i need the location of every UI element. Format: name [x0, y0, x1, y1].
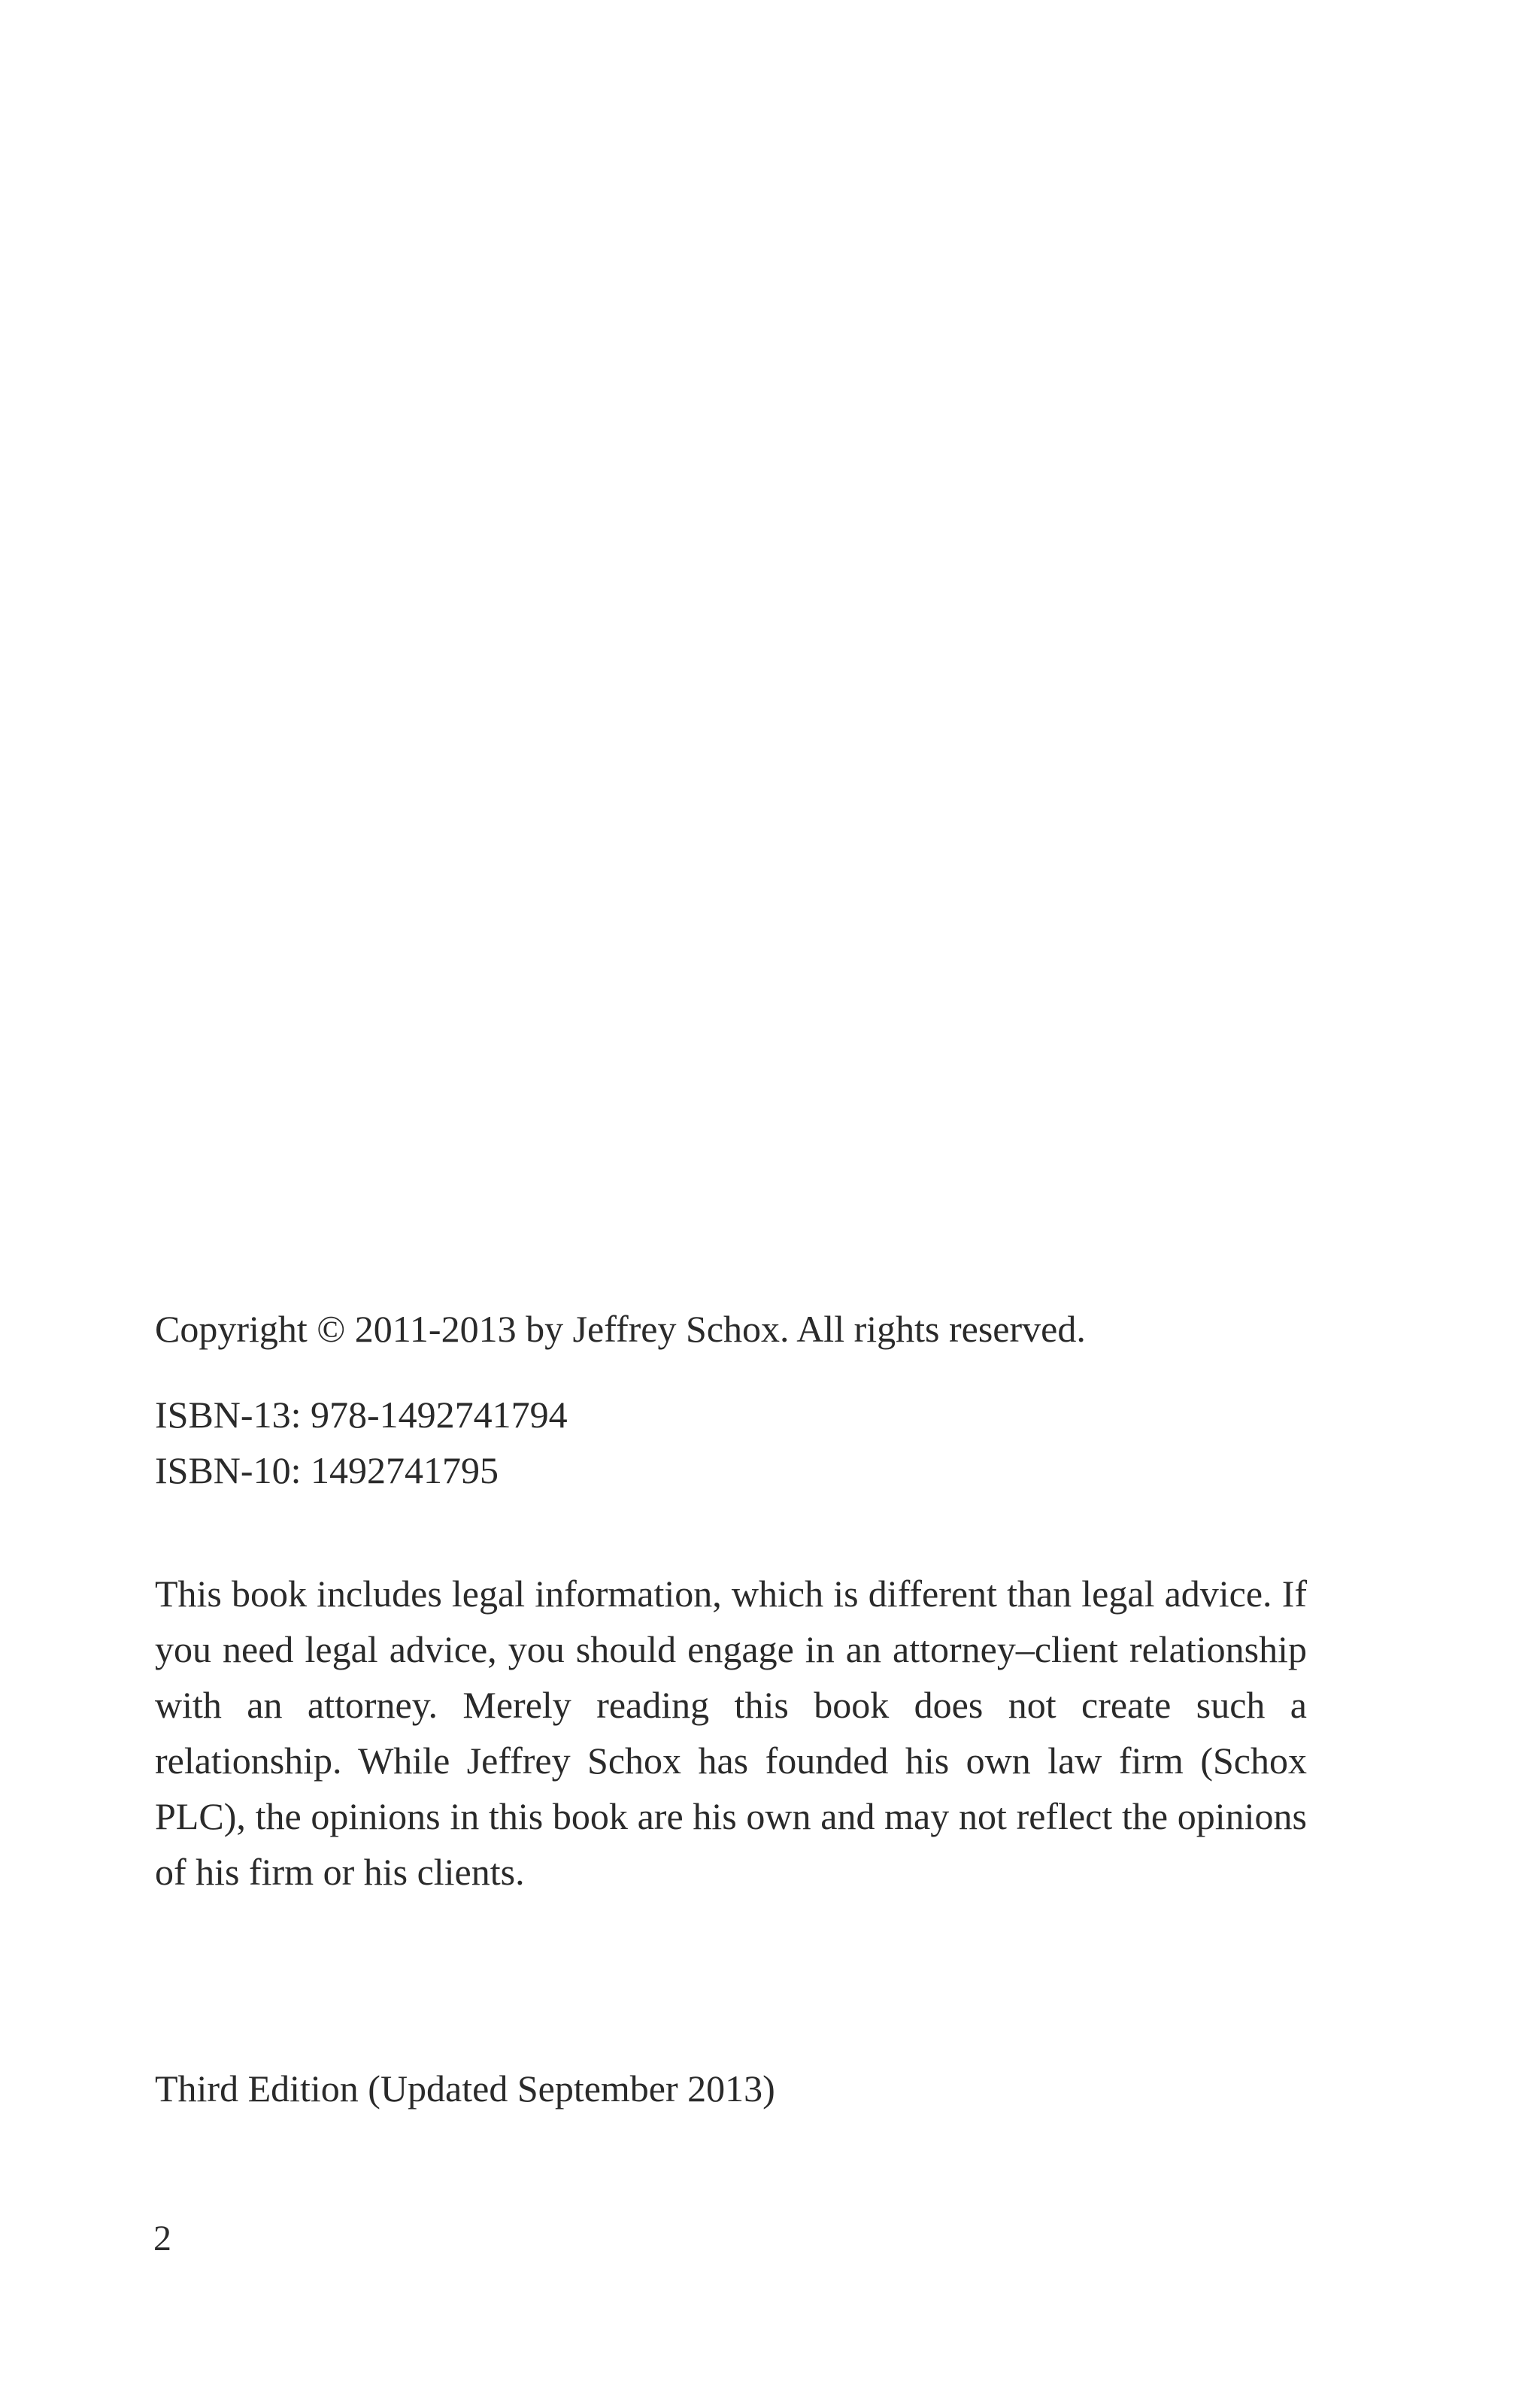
- legal-disclaimer: This book includes legal information, which is different than legal advice. If you need legal advice, you should engage in an attorney–client relationship with an attorney. Merely reading this book does not create such a relationship. While Jeffrey Schox has founded his own law firm (Schox PLC), the opinions in this book are his own and may not reflect the opinions of his firm or his clients.: [155, 1573, 1307, 1893]
- page-number: 2: [153, 2219, 171, 2258]
- edition-note: Third Edition (Updated September 2013): [155, 2067, 775, 2110]
- copyright-notice: Copyright © 2011-2013 by Jeffrey Schox. All rights reserved.: [155, 1308, 1086, 1350]
- isbn-13: ISBN-13: 978-1492741794: [155, 1394, 568, 1436]
- isbn-10: ISBN-10: 1492741795: [155, 1449, 499, 1491]
